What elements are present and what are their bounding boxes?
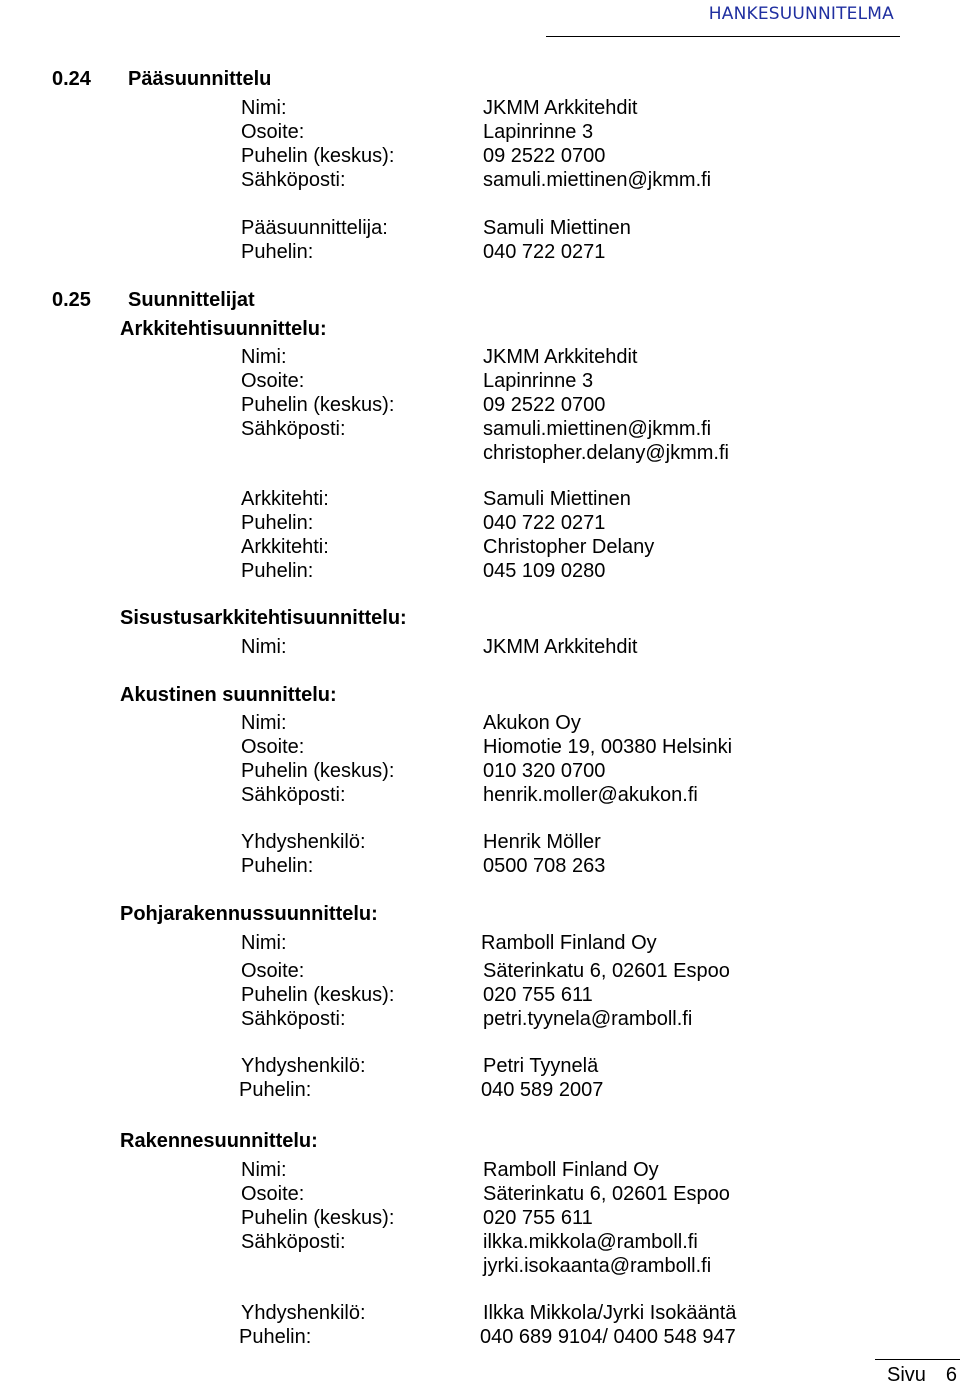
field-value: Samuli Miettinen bbox=[483, 488, 631, 510]
field-value: 09 2522 0700 bbox=[483, 145, 606, 167]
field-value: 040 589 2007 bbox=[481, 1079, 604, 1101]
field-value: Samuli Miettinen bbox=[483, 217, 631, 239]
field-label: Puhelin (keskus): bbox=[241, 1207, 395, 1229]
field-label: Pääsuunnittelija: bbox=[241, 217, 388, 239]
section-title: Pääsuunnittelu bbox=[128, 68, 272, 90]
field-label: Yhdyshenkilö: bbox=[241, 1302, 366, 1324]
field-value: JKMM Arkkitehdit bbox=[483, 97, 638, 119]
section-heading bbox=[52, 68, 271, 91]
field-label: Puhelin: bbox=[241, 241, 314, 263]
section-number: 0.24 bbox=[52, 68, 91, 90]
field-label: Sähköposti: bbox=[241, 1008, 346, 1030]
field-label: Puhelin: bbox=[241, 512, 314, 534]
subsection-heading: Sisustusarkkitehtisuunnittelu: bbox=[120, 607, 407, 629]
header-rule bbox=[546, 36, 900, 37]
field-value: christopher.delany@jkmm.fi bbox=[483, 442, 729, 464]
field-label: Osoite: bbox=[241, 1183, 305, 1205]
field-value: Akukon Oy bbox=[483, 712, 581, 734]
field-label: Arkkitehti: bbox=[241, 488, 329, 510]
field-label: Sähköposti: bbox=[241, 1231, 346, 1253]
field-label: Osoite: bbox=[241, 370, 305, 392]
field-label: Nimi: bbox=[241, 932, 287, 954]
subsection-heading: Pohjarakennussuunnittelu: bbox=[120, 903, 378, 925]
field-value: Ramboll Finland Oy bbox=[483, 1159, 659, 1181]
field-value: henrik.moller@akukon.fi bbox=[483, 784, 698, 806]
field-label: Osoite: bbox=[241, 960, 305, 982]
field-label: Osoite: bbox=[241, 736, 305, 758]
field-value: Lapinrinne 3 bbox=[483, 121, 594, 143]
field-value: Ilkka Mikkola/Jyrki Isokääntä bbox=[483, 1302, 737, 1324]
field-value: 040 689 9104/ 0400 548 947 bbox=[480, 1326, 736, 1348]
document-header-title: HANKESUUNNITELMA bbox=[708, 4, 894, 24]
field-label: Puhelin (keskus): bbox=[241, 394, 395, 416]
field-value: samuli.miettinen@jkmm.fi bbox=[483, 418, 712, 440]
field-value: Henrik Möller bbox=[483, 831, 601, 853]
field-label: Yhdyshenkilö: bbox=[241, 1055, 366, 1077]
field-value: JKMM Arkkitehdit bbox=[483, 346, 638, 368]
subsection-heading: Rakennesuunnittelu: bbox=[120, 1130, 318, 1152]
field-label: Sähköposti: bbox=[241, 418, 346, 440]
field-label: Nimi: bbox=[241, 636, 287, 658]
field-label: Puhelin (keskus): bbox=[241, 145, 395, 167]
field-value: 040 722 0271 bbox=[483, 512, 606, 534]
page-footer bbox=[887, 1364, 957, 1387]
field-value: 045 109 0280 bbox=[483, 560, 606, 582]
field-value: Hiomotie 19, 00380 Helsinki bbox=[483, 736, 733, 758]
field-value: Lapinrinne 3 bbox=[483, 370, 594, 392]
section-number: 0.25 bbox=[52, 289, 91, 311]
field-label: Nimi: bbox=[241, 97, 287, 119]
section-title: Suunnittelijat bbox=[128, 289, 255, 311]
field-value: Säterinkatu 6, 02601 Espoo bbox=[483, 1183, 730, 1205]
field-value: 010 320 0700 bbox=[483, 760, 606, 782]
field-value: Christopher Delany bbox=[483, 536, 655, 558]
field-label: Puhelin: bbox=[239, 1326, 312, 1348]
page-label: Sivu bbox=[887, 1364, 926, 1386]
field-label: Nimi: bbox=[241, 1159, 287, 1181]
field-label: Puhelin: bbox=[241, 855, 314, 877]
field-label: Yhdyshenkilö: bbox=[241, 831, 366, 853]
field-label: Arkkitehti: bbox=[241, 536, 329, 558]
subsection-heading: Arkkitehtisuunnittelu: bbox=[120, 318, 327, 340]
field-label: Puhelin: bbox=[241, 560, 314, 582]
field-value: petri.tyynela@ramboll.fi bbox=[483, 1008, 693, 1030]
field-value: Säterinkatu 6, 02601 Espoo bbox=[483, 960, 730, 982]
field-value: samuli.miettinen@jkmm.fi bbox=[483, 169, 712, 191]
field-label: Sähköposti: bbox=[241, 784, 346, 806]
footer-rule bbox=[875, 1359, 960, 1360]
field-value: 020 755 611 bbox=[483, 984, 593, 1006]
field-value: JKMM Arkkitehdit bbox=[483, 636, 638, 658]
field-label: Osoite: bbox=[241, 121, 305, 143]
subsection-heading: Akustinen suunnittelu: bbox=[120, 684, 337, 706]
field-label: Nimi: bbox=[241, 712, 287, 734]
field-label: Puhelin (keskus): bbox=[241, 984, 395, 1006]
field-value: 020 755 611 bbox=[483, 1207, 593, 1229]
field-value: jyrki.isokaanta@ramboll.fi bbox=[483, 1255, 712, 1277]
field-label: Sähköposti: bbox=[241, 169, 346, 191]
field-label: Nimi: bbox=[241, 346, 287, 368]
field-label: Puhelin: bbox=[239, 1079, 312, 1101]
field-value: 09 2522 0700 bbox=[483, 394, 606, 416]
field-value: Ramboll Finland Oy bbox=[481, 932, 657, 954]
field-value: Petri Tyynelä bbox=[483, 1055, 599, 1077]
section-heading bbox=[52, 289, 255, 312]
page-number: 6 bbox=[945, 1364, 958, 1386]
field-label: Puhelin (keskus): bbox=[241, 760, 395, 782]
field-value: ilkka.mikkola@ramboll.fi bbox=[483, 1231, 698, 1253]
field-value: 040 722 0271 bbox=[483, 241, 606, 263]
field-value: 0500 708 263 bbox=[483, 855, 606, 877]
